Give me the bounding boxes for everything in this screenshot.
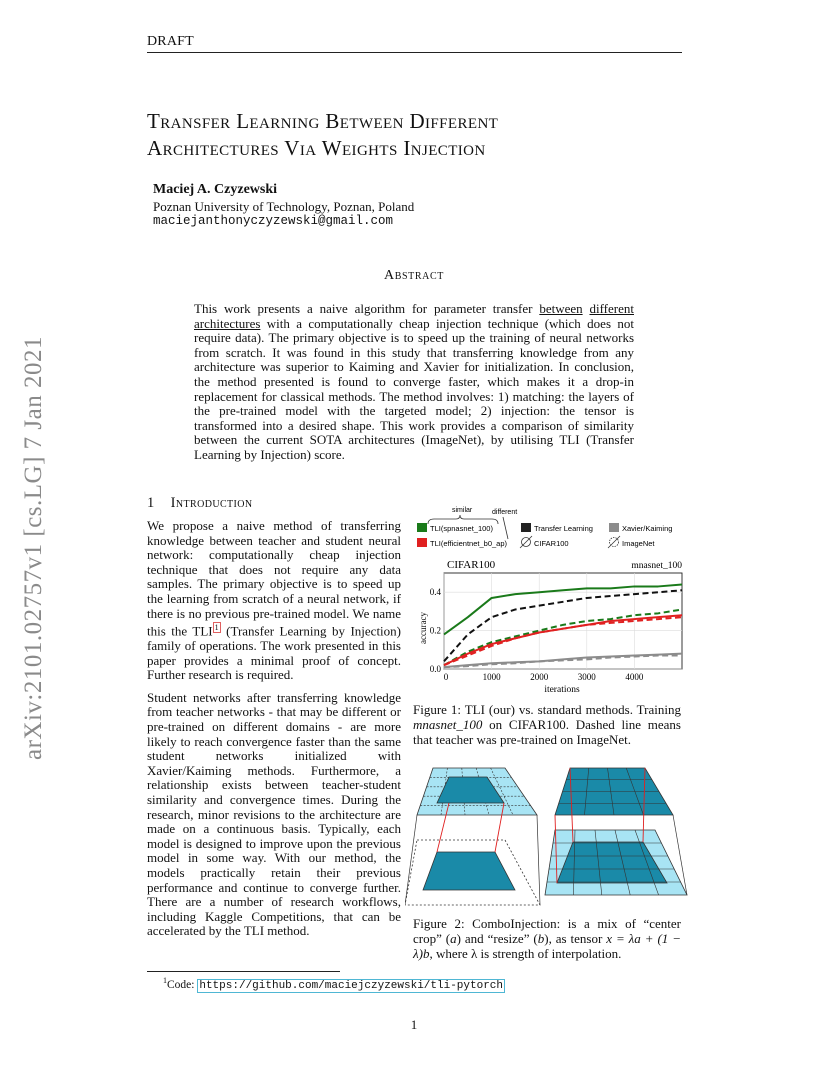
x-tick-label: 4000 [625, 672, 644, 682]
abstract-underline-between: between [539, 301, 583, 316]
header-rule [147, 52, 682, 53]
resize-illustration [545, 768, 687, 895]
code-repo-link[interactable]: https://github.com/maciejczyzewski/tli-pytorch [199, 979, 504, 992]
fig2-caption-var-a: a [450, 931, 457, 946]
author-affiliation: Poznan University of Technology, Poznan, Poland [153, 199, 415, 214]
footnote-prefix: Code: [167, 978, 198, 991]
footnote-rule [147, 971, 340, 972]
legend-label-tli-spnasnet: TLI(spnasnet_100) [430, 524, 493, 533]
crop-result-block [423, 852, 515, 890]
legend-brace-similar: similar [452, 507, 473, 514]
center-crop-illustration [405, 768, 540, 905]
figure-2-caption [413, 916, 681, 961]
abstract-heading: Abstract [384, 268, 444, 283]
y-tick-label: 0.4 [429, 587, 441, 598]
x-tick-label: 1000 [482, 672, 501, 682]
legend-symbol-cifar100 [520, 536, 532, 548]
legend-label-cifar100: CIFAR100 [534, 539, 569, 548]
intro-body [147, 519, 401, 947]
intro-paragraph-2: Student networks after transferring knowledge from teacher networks - that may be different or pre-trained on different domains - are more likely to reach convergence faster than the same student networks initialized with Xavier/Kaiming methods. Furthermore, a relationship exists between teacher-student similarity and convergence times. During the research, minor revisions to the architecture are made on a continuous basis. Typically, each model is designed to improve upon the previous model in some way. With our method, the models practically retain their previous performance and continue to converge further. There are a number of research workflows, including Kaggle Competitions, that can be accelerated by the TLI method. [147, 689, 401, 939]
fig2-caption-b: ) and “resize” ( [456, 931, 538, 946]
series-line-6 [444, 656, 682, 668]
legend-label-imagenet: ImageNet [622, 539, 655, 548]
plot-ticks [430, 587, 644, 682]
legend-brace-arrow [503, 517, 508, 539]
fig2-caption-d: , where λ is strength of interpolation. [429, 946, 622, 961]
crop-projection-3 [405, 815, 417, 905]
paper-title [147, 108, 687, 162]
legend-swatch-gray [609, 523, 619, 532]
section-heading [147, 495, 253, 512]
series-line-3 [444, 615, 682, 665]
y-tick-label: 0.2 [429, 625, 441, 636]
page-header: DRAFT [147, 34, 194, 49]
legend-label-transfer-learning: Transfer Learning [534, 524, 593, 533]
legend-label-tli-efficientnet: TLI(efficientnet_b0_ap) [430, 539, 507, 548]
abstract-pre: This work presents a naive algorithm for parameter transfer [194, 301, 540, 316]
legend-swatch-black [521, 523, 531, 532]
x-tick-label: 0 [443, 672, 449, 682]
y-axis-label: accuracy [418, 612, 428, 644]
legend-brace-shape [428, 515, 498, 524]
footnote-ref-link[interactable]: 1 [214, 623, 219, 633]
intro-p1-part-b: (Transfer Learning by Injection) family of operations. The work presented in this paper provides a minimal proof of concept. Further research is required. [147, 623, 401, 683]
intro-paragraph-1 [147, 519, 401, 683]
y-tick-label: 0.0 [429, 664, 441, 674]
figure-2-diagram [405, 760, 690, 910]
arxiv-identifier: arXiv:2101.02757v1 [cs.LG] 7 Jan 2021 [20, 336, 47, 760]
fig2-caption-a: Figure 2: ComboInjection: is a mix of “center crop” ( [413, 916, 681, 946]
x-tick-label: 3000 [577, 672, 596, 682]
chart-subtitle: mnasnet_100 [631, 561, 682, 571]
legend-symbol-imagenet [608, 536, 620, 548]
x-tick-label: 2000 [530, 672, 549, 682]
fig2-caption-var-b: b [537, 931, 545, 946]
abstract-underline-architectures: architectures [194, 315, 261, 331]
legend-swatch-green [417, 523, 427, 532]
legend-brace-different: different [492, 509, 518, 516]
page-number: 1 [410, 1017, 418, 1032]
fig1-caption-a: Figure 1: TLI (our) vs. standard methods. Training [413, 702, 681, 717]
title-line-1: Transfer Learning Between Different [147, 109, 499, 133]
fig1-caption-model: mnasnet_100 [413, 717, 483, 732]
fig2-caption-formula: x = λa + (1 − λ)b [413, 931, 681, 961]
intro-p1-part-a: We propose a naive method of transferring knowledge between teacher and student neural network: computationally cheap injection technique that does not require any data samples. The primary objective is to speed up the learning from scratch of a neural network, if there is no previous pre-trained model. We name this the TLI [147, 518, 401, 639]
title-line-2: Architectures Via Weights Injection [147, 136, 486, 160]
abstract-underline-different: different [589, 301, 634, 316]
abstract-text [194, 302, 634, 463]
x-axis-label: iterations [544, 685, 580, 695]
legend-swatch-red [417, 538, 427, 547]
figure-1-chart [400, 500, 690, 700]
crop-projection-4 [537, 815, 540, 905]
fig2-caption-c: ), as tensor [544, 931, 607, 946]
plot-series [444, 585, 682, 668]
legend-label-xavier-kaiming: Xavier/Kaiming [622, 524, 673, 533]
author-email[interactable]: maciejanthonyczyzewski@gmail.com [153, 214, 394, 228]
footnote [163, 976, 505, 992]
footnote-mark: 1 [163, 976, 167, 985]
author-name: Maciej A. Czyzewski [153, 182, 278, 197]
section-title: Introduction [170, 495, 253, 511]
abstract-post: with a computationally cheap injection technique (which does not require data). The primary objective is to speed up the training of neural networks from scratch. It was found in this study that transferring knowledge from any architecture was superior to Kaiming and Xavier for initialization. In conclusion, the method presented is found to converge faster, which makes it a drop-in replacement for classical methods. The method involves: 1) matching: the layers of the pre-trained model with the targeted model; 2) injection: the tensor is transformed into a desired shape. This work provides a comparison of similarity between the current SOTA architectures (ImageNet), by utilising TLI (Transfer Learning by Injection) score. [194, 315, 634, 462]
figure-1-caption [413, 702, 681, 747]
section-number: 1 [147, 495, 155, 511]
fig1-caption-b: on CIFAR100. Dashed line means that teacher was pre-trained on ImageNet. [413, 717, 681, 747]
chart-title: CIFAR100 [447, 559, 496, 571]
